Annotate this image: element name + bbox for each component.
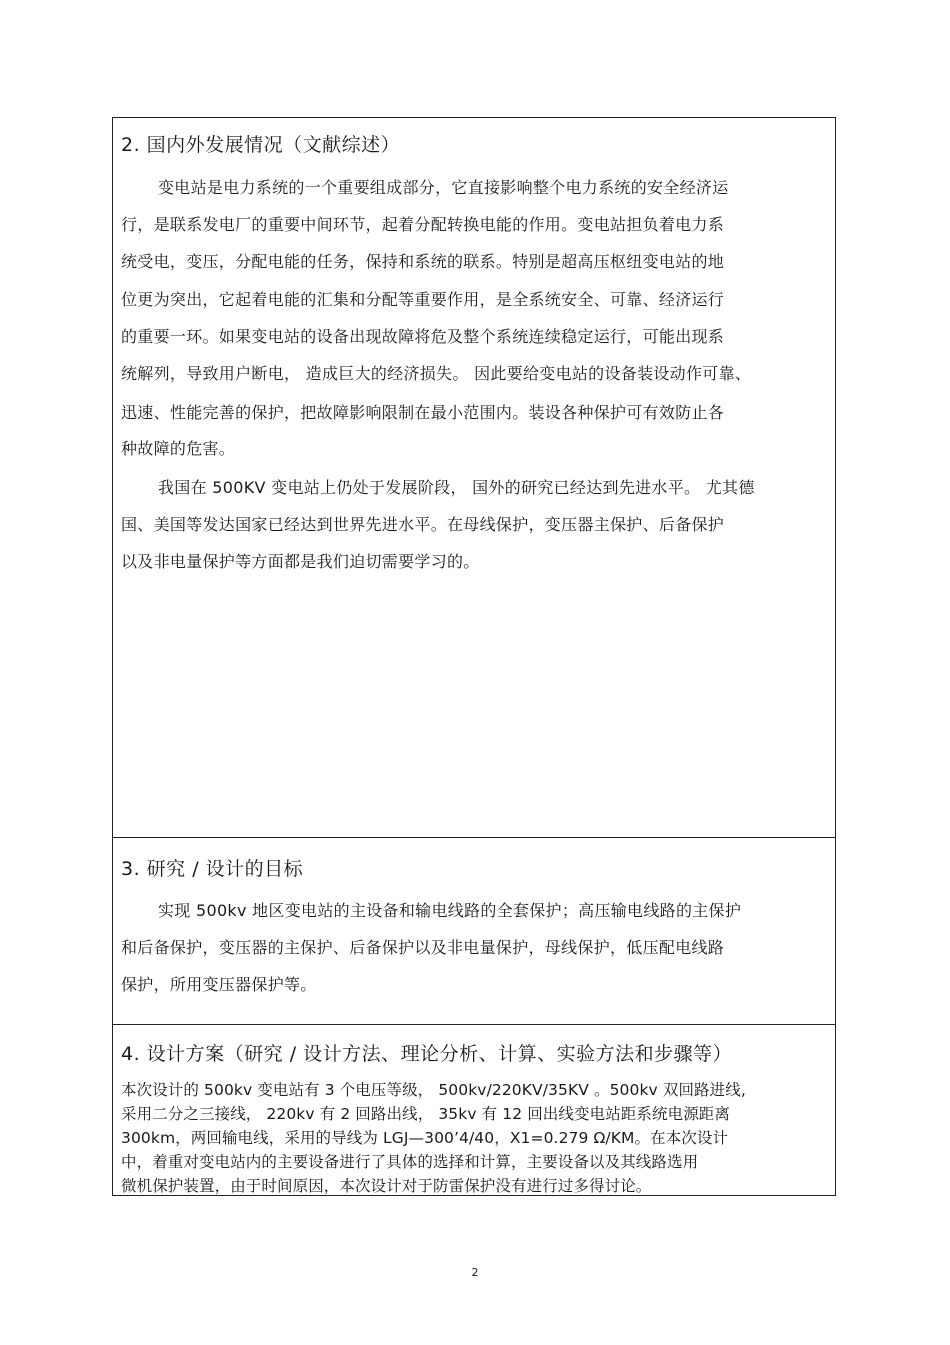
paragraph-line: 采用二分之三接线， 220kv 有 2 回路出线， 35kv 有 12 回出线变电站距系统电源距离 <box>121 1105 731 1123</box>
section-3-title: 3. 研究 / 设计的目标 <box>121 858 304 880</box>
paragraph-line: 和后备保护，变压器的主保护、后备保护以及非电量保护，母线保护，低压配电线路 <box>121 938 725 957</box>
section-2-title: 2. 国内外发展情况（文献综述） <box>121 134 401 156</box>
paragraph-line: 以及非电量保护等方面都是我们迫切需要学习的。 <box>121 552 480 571</box>
paragraph-line: 种故障的危害。 <box>121 439 236 458</box>
paragraph-line: 行，是联系发电厂的重要中间环节，起着分配转换电能的作用。变电站担负着电力系 <box>121 215 725 234</box>
paragraph-line: 变电站是电力系统的一个重要组成部分，它直接影响整个电力系统的安全经济运 <box>158 178 729 197</box>
paragraph-line: 迅速、性能完善的保护，把故障影响限制在最小范围内。装设各种保护可有效防止各 <box>121 403 725 422</box>
paragraph-line: 国、美国等发达国家已经达到世界先进水平。在母线保护，变压器主保护、后备保护 <box>121 515 725 534</box>
paragraph-line: 位更为突出，它起着电能的汇集和分配等重要作用，是全系统安全、可靠、经济运行 <box>121 290 725 309</box>
paragraph-line: 统受电，变压，分配电能的任务，保持和系统的联系。特别是超高压枢纽变电站的地 <box>121 252 725 271</box>
paragraph-line: 微机保护装置，由于时间原因，本次设计对于防雷保护没有进行过多得讨论。 <box>121 1177 652 1195</box>
paragraph-line: 统解列，导致用户断电， 造成巨大的经济损失。 因此要给变电站的设备装设动作可靠、 <box>121 364 752 383</box>
section-literature-review <box>113 118 835 837</box>
section-4-title: 4. 设计方案（研究 / 设计方法、理论分析、计算、实验方法和步骤等） <box>121 1043 733 1065</box>
paragraph-line: 的重要一环。如果变电站的设备出现故障将危及整个系统连续稳定运行，可能出现系 <box>121 327 725 346</box>
paragraph-line: 本次设计的 500kv 变电站有 3 个电压等级， 500kv/220KV/35KV 。500kv 双回路进线, <box>121 1081 746 1099</box>
paragraph-line: 中，着重对变电站内的主要设备进行了具体的选择和计算，主要设备以及其线路选用 <box>121 1153 699 1171</box>
paragraph-line: 保护，所用变压器保护等。 <box>121 975 317 994</box>
section-design-plan <box>113 1025 835 1195</box>
section-research-goals <box>113 838 835 1024</box>
paragraph-line: 300km，两回输电线，采用的导线为 LGJ—300’4/40，X1=0.279 Ω/KM。在本次设计 <box>121 1129 729 1147</box>
page-number: 2 <box>471 1266 479 1279</box>
paragraph-line: 实现 500kv 地区变电站的主设备和输电线路的全套保护；高压输电线路的主保护 <box>158 901 742 920</box>
paragraph-line: 我国在 500KV 变电站上仍处于发展阶段， 国外的研究已经达到先进水平。 尤其德 <box>158 478 755 497</box>
form-table <box>112 117 836 1196</box>
